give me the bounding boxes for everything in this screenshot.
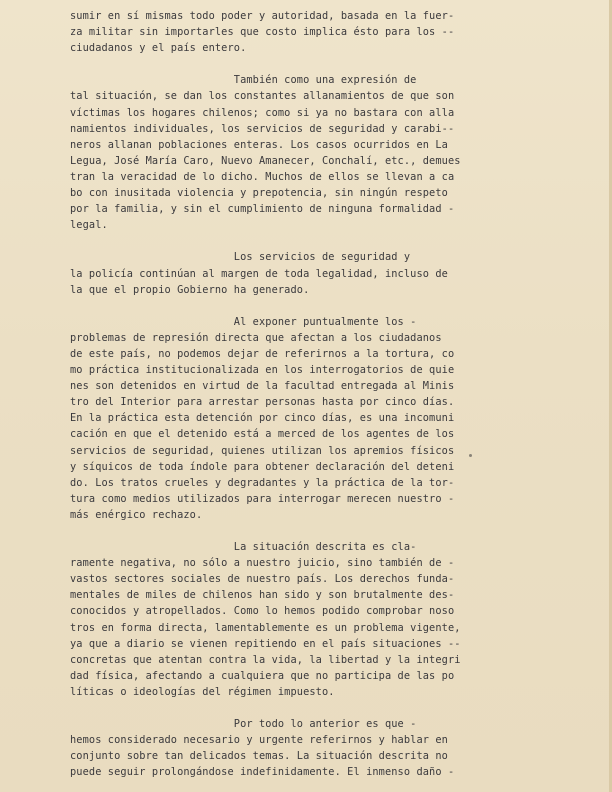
text-line: ramente negativa, no sólo a nuestro juicio, sino también de - bbox=[70, 557, 455, 570]
text-line: por la familia, y sin el cumplimiento de ninguna formalidad - bbox=[70, 203, 455, 216]
text-line: ciudadanos y el país entero. bbox=[70, 42, 247, 55]
text-line: En la práctica esta detención por cinco días, es una incomuni bbox=[70, 412, 455, 425]
text-line: bo con inusitada violencia y prepotencia, sin ningún respeto bbox=[70, 187, 448, 200]
text-line: la policía continúan al margen de toda legalidad, incluso de bbox=[70, 267, 448, 280]
text-line: tros en forma directa, lamentablemente es un problema vigente, bbox=[70, 621, 461, 634]
text-line: za militar sin importarles que costo implica ésto para los -- bbox=[70, 26, 455, 39]
text-line: nes son detenidos en virtud de la facultad entregada al Minis bbox=[70, 380, 455, 393]
paragraph-6 bbox=[70, 716, 516, 780]
text-line: más enérgico rechazo. bbox=[70, 508, 203, 521]
ink-speck bbox=[469, 454, 472, 457]
text-line: y síquicos de toda índole para obtener declaración del deteni bbox=[70, 460, 455, 473]
paragraph-1 bbox=[70, 8, 516, 56]
text-line: Los servicios de seguridad y bbox=[70, 251, 411, 264]
text-line: dad física, afectando a cualquiera que no participa de las po bbox=[70, 669, 455, 682]
text-line: víctimas los hogares chilenos; como si ya no bastara con alla bbox=[70, 106, 455, 119]
text-line: mentales de miles de chilenos han sido y son brutalmente des- bbox=[70, 589, 455, 602]
text-line: tran la veracidad de lo dicho. Muchos de ellos se llevan a ca bbox=[70, 170, 455, 183]
paragraph-3 bbox=[70, 249, 516, 297]
text-line: puede seguir prolongándose indefinidamente. El inmenso daño - bbox=[70, 766, 455, 779]
text-line: tro del Interior para arrestar personas hasta por cinco días. bbox=[70, 396, 455, 409]
paragraph-gap bbox=[70, 700, 516, 716]
text-line: do. Los tratos crueles y degradantes y la práctica de la tor- bbox=[70, 476, 455, 489]
text-line: sumir en sí mismas todo poder y autoridad, basada en la fuer- bbox=[70, 10, 455, 22]
text-line: servicios de seguridad, quienes utilizan los apremios físicos bbox=[70, 444, 455, 457]
text-line: mo práctica institucionalizada en los interrogatorios de quie bbox=[70, 364, 455, 377]
text-line: vastos sectores sociales de nuestro país. Los derechos funda- bbox=[70, 573, 455, 586]
text-line: hemos considerado necesario y urgente referirnos y hablar en bbox=[70, 734, 448, 747]
paragraph-gap bbox=[70, 523, 516, 539]
text-line: La situación descrita es cla- bbox=[70, 541, 417, 554]
paragraph-4 bbox=[70, 314, 516, 523]
paragraph-5 bbox=[70, 539, 516, 700]
text-line: conjunto sobre tan delicados temas. La situación descrita no bbox=[70, 750, 448, 763]
paragraph-gap bbox=[70, 233, 516, 249]
text-line: legal. bbox=[70, 219, 108, 232]
text-line: conocidos y atropellados. Como lo hemos podido comprobar noso bbox=[70, 605, 455, 618]
text-line: Legua, José María Caro, Nuevo Amanecer, Conchalí, etc., demues bbox=[70, 154, 461, 167]
paragraph-gap bbox=[70, 56, 516, 72]
text-line: problemas de represión directa que afectan a los ciudadanos bbox=[70, 331, 442, 344]
text-line: namientos individuales, los servicios de seguridad y carabi-- bbox=[70, 122, 455, 135]
text-line: concretas que atentan contra la vida, la libertad y la integri bbox=[70, 653, 461, 666]
text-line: neros allanan poblaciones enteras. Los casos ocurridos en La bbox=[70, 138, 448, 151]
text-line: la que el propio Gobierno ha generado. bbox=[70, 283, 310, 296]
text-line: ya que a diario se vienen repitiendo en el país situaciones -- bbox=[70, 637, 461, 650]
text-line: También como una expresión de bbox=[70, 74, 417, 87]
paragraph-2 bbox=[70, 72, 516, 233]
text-line: Al exponer puntualmente los - bbox=[70, 315, 417, 328]
text-line: cación en que el detenido está a merced de los agentes de los bbox=[70, 428, 455, 441]
text-line: líticas o ideologías del régimen impuesto. bbox=[70, 685, 335, 698]
text-line: Por todo lo anterior es que - bbox=[70, 718, 417, 731]
document-body bbox=[70, 8, 516, 781]
text-line: tura como medios utilizados para interrogar merecen nuestro - bbox=[70, 492, 455, 505]
text-line: de este país, no podemos dejar de referirnos a la tortura, co bbox=[70, 347, 455, 360]
paragraph-gap bbox=[70, 298, 516, 314]
text-line: tal situación, se dan los constantes allanamientos de que son bbox=[70, 90, 455, 103]
